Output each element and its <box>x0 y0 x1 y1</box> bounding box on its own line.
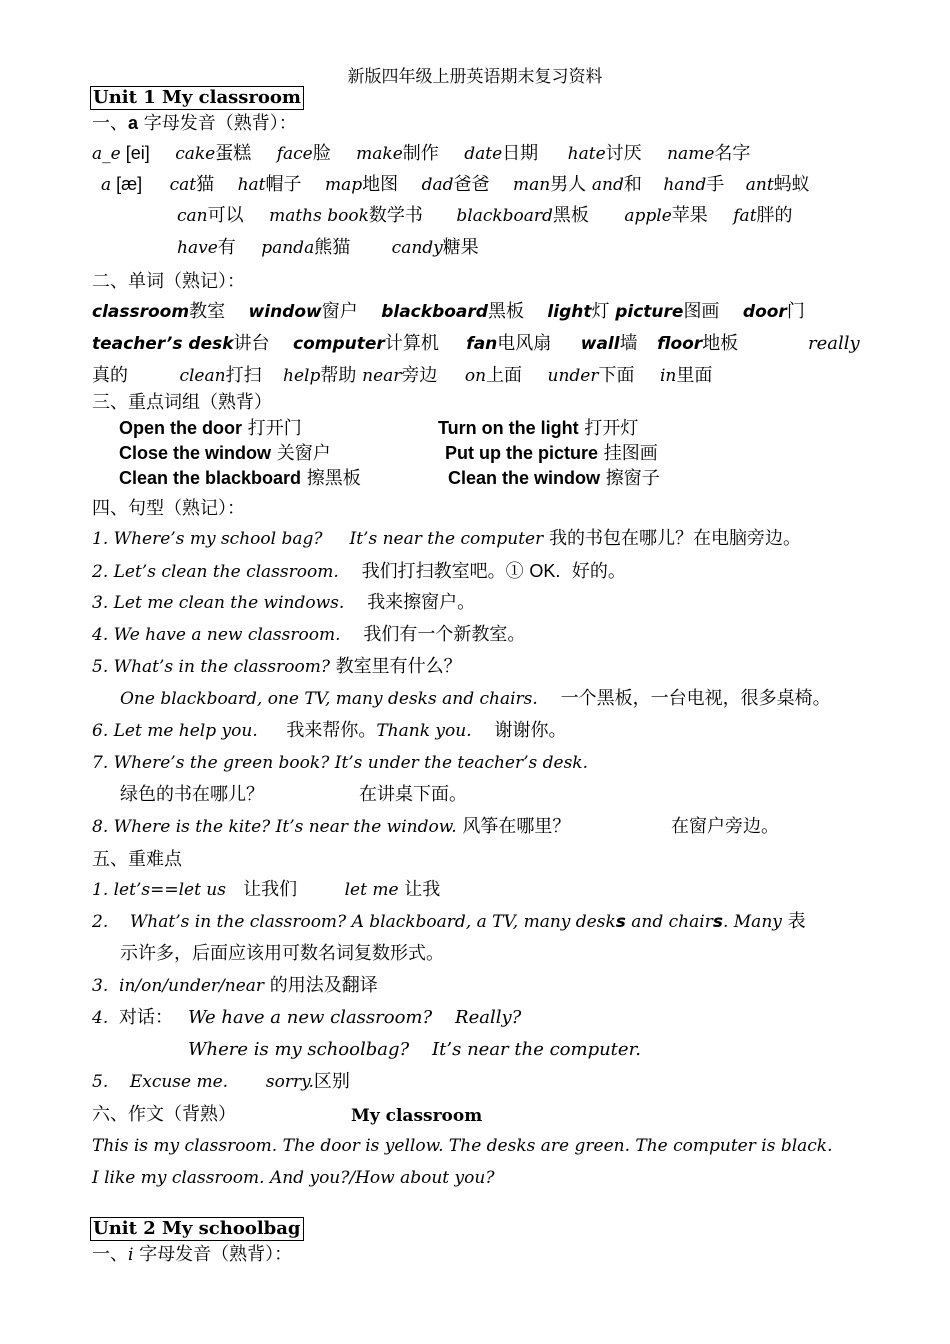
point-5: 5. Excuse me. sorry.区别 <box>92 1071 350 1092</box>
essay-line-1: This is my classroom. The door is yellow. The desks are green. The computer is black. <box>92 1136 833 1156</box>
phrase-6: Clean the window 擦窗子 <box>448 468 660 489</box>
unit1-heading: Unit 1 My classroom <box>90 86 304 110</box>
u1-s5-title: 五、重难点 <box>92 849 182 870</box>
ae-key: a_e <box>92 144 121 164</box>
vocab-row-1: classroom教室 window窗户 blackboard黑板 light灯 picture图画 door门 <box>92 301 805 322</box>
u1-s4-title: 四、句型（熟记）： <box>92 498 245 519</box>
point-3: 3. in/on/under/near 的用法及翻译 <box>92 975 378 996</box>
point-4-dialog-1: We have a new classroom? Really? <box>188 1007 522 1028</box>
vocab-row-3: 真的 clean打扫 help帮助 near旁边 on上面 under下面 in里面 <box>92 365 713 386</box>
u2-s1-title: 一、i 字母发音（熟背）： <box>92 1244 293 1265</box>
a-row-1: a [æ] cat猫 hat帽子 map地图 dad爸爸 man男人 and和 hand手 ant蚂蚁 <box>101 174 810 195</box>
point-1: 1. let’s==let us 让我们 let me 让我 <box>92 879 441 900</box>
phrase-3: Close the window 关窗户 <box>119 443 331 464</box>
vocab-row-2: teacher’s desk讲台 computer计算机 fan电风扇 wall墙 floor地板 <box>92 333 739 354</box>
sentence-8: 8. Where is the kite? It’s near the window. 风筝在哪里？ <box>92 816 571 837</box>
sentence-5: 5. What’s in the classroom? 教室里有什么？ <box>92 656 462 677</box>
u1-s2-title: 二、单词（熟记）： <box>92 271 245 292</box>
sentence-3: 3. Let me clean the windows. 我来擦窗户。 <box>92 592 476 613</box>
essay-line-2: I like my classroom. And you?/How about you? <box>92 1168 495 1188</box>
sentence-7-zh-1: 绿色的书在哪儿？ <box>120 784 264 805</box>
document-title: 新版四年级上册英语期末复习资料 <box>347 67 603 87</box>
a-row-2: can可以 maths book数学书 blackboard黑板 apple苹果 fat胖的 <box>177 205 793 226</box>
sentence-7: 7. Where’s the green book? It’s under the teacher’s desk. <box>92 753 589 773</box>
unit2-heading: Unit 2 My schoolbag <box>90 1217 304 1241</box>
sentence-6: 6. Let me help you. 我来帮你。Thank you. 谢谢你。 <box>92 720 567 741</box>
phrase-1: Open the door 打开门 <box>119 418 302 439</box>
phrase-5: Clean the blackboard 擦黑板 <box>119 468 361 489</box>
phrase-4: Put up the picture 挂图画 <box>445 443 658 464</box>
point-4: 4. 对话： <box>92 1007 174 1028</box>
sentence-1: 1. Where’s my school bag? It’s near the computer 我的书包在哪儿？在电脑旁边。 <box>92 528 801 549</box>
sentence-2: 2. Let’s clean the classroom. 我们打扫教室吧。① OK. 好的。 <box>92 561 626 582</box>
sentence-4: 4. We have a new classroom. 我们有一个新教室。 <box>92 624 526 645</box>
ae-row: a_e [ei] cake蛋糕 face脸 make制作 date日期 hate讨厌 name名字 <box>92 143 751 164</box>
sentence-5-answer: One blackboard, one TV, many desks and chairs. 一个黑板，一台电视，很多桌椅。 <box>120 688 831 709</box>
point-2: 2. What’s in the classroom? A blackboard, a TV, many desks and chairs. Many 表 <box>92 911 806 932</box>
u1-s1-title: 一、a 字母发音（熟背）： <box>92 113 297 134</box>
point-4-dialog-2: Where is my schoolbag? It’s near the computer. <box>188 1039 641 1060</box>
u1-s6-title: 六、作文（背熟） <box>92 1104 236 1125</box>
vocab-really: really <box>808 333 860 354</box>
a-row-3: have有 panda熊猫 candy糖果 <box>177 237 479 258</box>
sentence-7-zh-2: 在讲桌下面。 <box>359 784 467 805</box>
phrase-2: Turn on the light 打开灯 <box>438 418 639 439</box>
u1-s3-title: 三、重点词组（熟背） <box>92 392 272 413</box>
point-2-cont: 示许多，后面应该用可数名词复数形式。 <box>120 943 444 964</box>
sentence-8-zh-2: 在窗户旁边。 <box>671 816 779 837</box>
essay-title: My classroom <box>351 1106 483 1126</box>
